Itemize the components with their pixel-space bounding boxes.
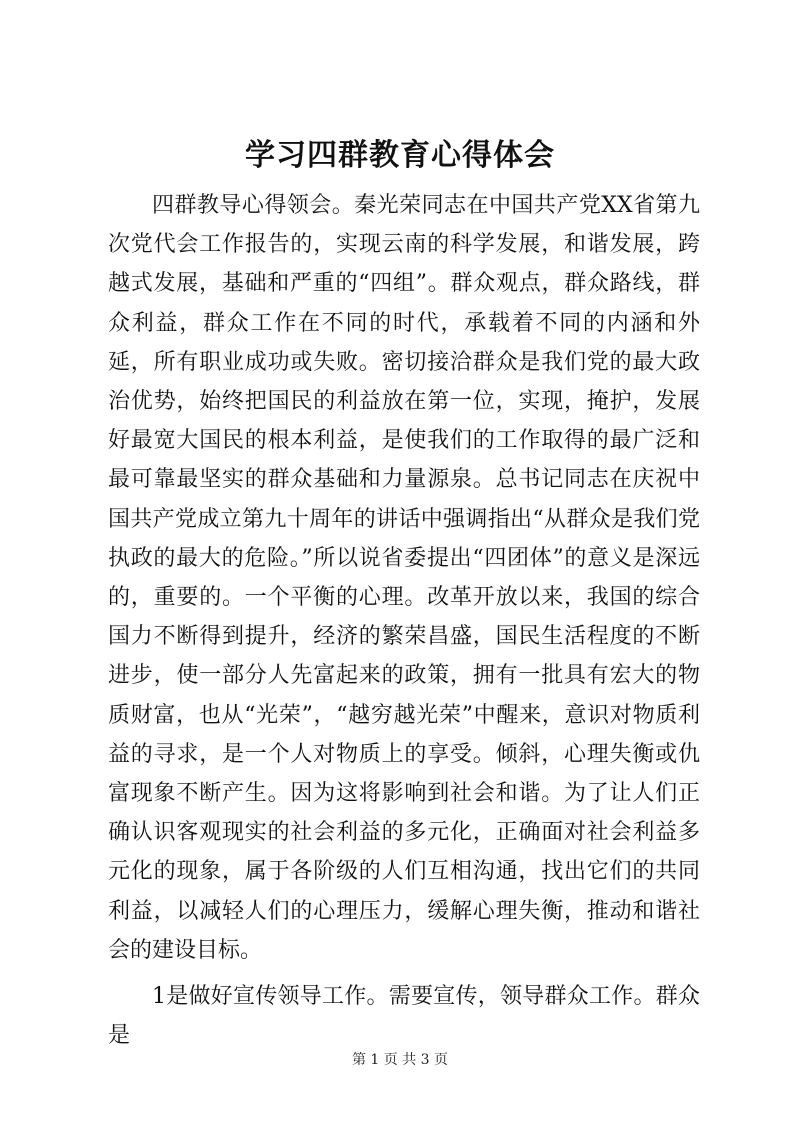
- paragraph-2: 1是做好宣传领导工作。需要宣传，领导群众工作。群众是: [108, 984, 700, 1049]
- document-title: 学习四群教育心得体会: [245, 138, 555, 173]
- document-body: [108, 186, 700, 1055]
- paragraph-1: 四群教导心得领会。秦光荣同志在中国共产党XX省第九次党代会工作报告的，实现云南的科学发展，和谐发展，跨越式发展，基础和严重的“四组”。群众观点，群众路线，群众利益，群众工作在不同的时代，承载着不同的内涵和外延，所有职业成功或失败。密切接洽群众是我们党的最大政治优势，始终把国民的利益放在第一位，实现，掩护，发展好最宽大国民的根本利益，是使我们的工作取得的最广泛和最可靠最坚实的群众基础和力量源泉。总书记同志在庆祝中国共产党成立第九十周年的讲话中强调指出“从群众是我们党执政的最大的危险。”所以说省委提出“四团体”的意义是深远的，重要的。一个平衡的心理。改革开放以来，我国的综合国力不断得到提升，经济的繁荣昌盛，国民生活程度的不断进步，使一部分人先富起来的政策，拥有一批具有宏大的物质财富，也从“光荣”，“越穷越光荣”中醒来，意识对物质利益的寻求，是一个人对物质上的享受。倾斜，心理失衡或仇富现象不断产生。因为这将影响到社会和谐。为了让人们正确认识客观现实的社会利益的多元化，正确面对社会利益多元化的现象，属于各阶级的人们互相沟通，找出它们的共同利益，以减轻人们的心理压力，缓解心理失衡，推动和谐社会的建设目标。: [108, 193, 700, 963]
- page-footer: 第 1 页 共 3 页: [351, 1052, 449, 1068]
